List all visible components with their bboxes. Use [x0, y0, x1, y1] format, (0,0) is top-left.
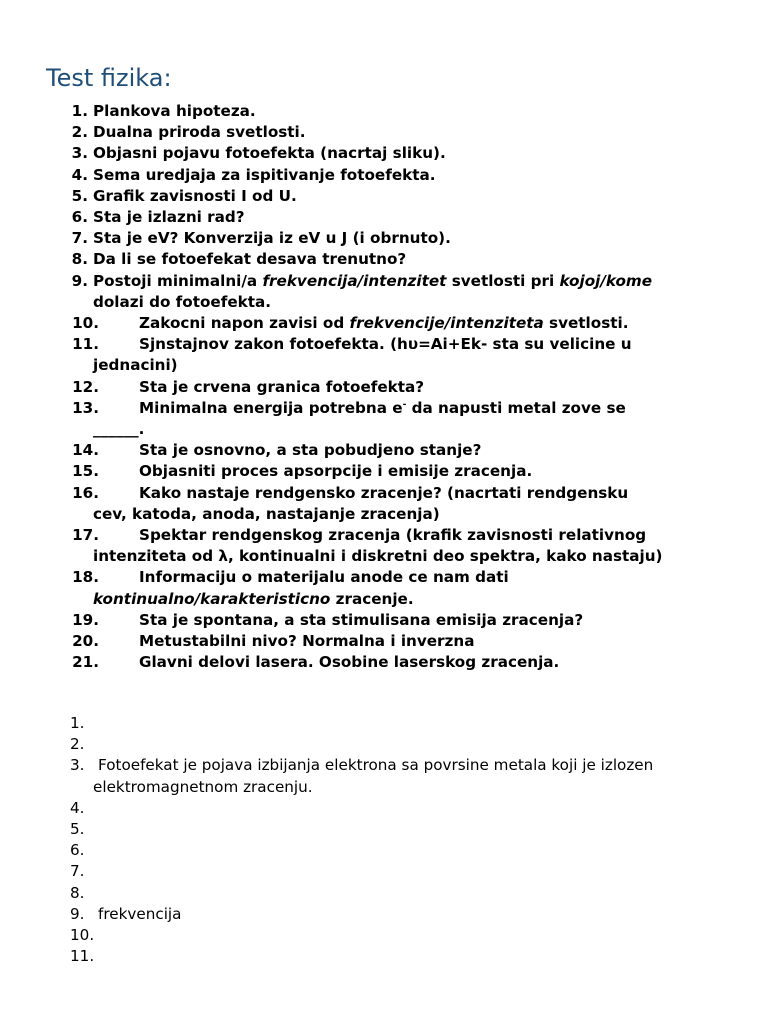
question-number: 10. [72, 314, 99, 333]
question-text: Objasni pojavu fotoefekta (nacrtaj sliku). [93, 144, 446, 163]
answer-item [0, 755, 768, 797]
question-text: Sta je spontana, a sta stimulisana emisija zracenja? [139, 610, 584, 629]
question-text: Grafik zavisnosti I od U. [93, 186, 297, 205]
answer-number: 7. [70, 862, 85, 881]
question-number: 20. [72, 632, 99, 651]
answer-number: 6. [70, 841, 85, 860]
answer-number: 4. [70, 798, 85, 817]
question-text: Postoji minimalni/a [93, 271, 263, 290]
question-text: Sema uredjaja za ispitivanje fotoefekta. [93, 165, 436, 184]
question-number: 12. [72, 377, 99, 396]
answer-item [0, 946, 768, 967]
question-italic-text: kontinualno/karakteristicno [93, 589, 331, 608]
question-italic-text: kojoj/kome [559, 271, 653, 290]
answer-item [0, 819, 768, 840]
question-text: Plankova hipoteza. [93, 102, 256, 120]
question-text: zracenje. [330, 589, 414, 608]
answer-number: 3. [70, 756, 85, 775]
question-item [0, 186, 768, 207]
answer-item [0, 861, 768, 882]
answer-item [0, 734, 768, 755]
question-number: 11. [72, 335, 99, 354]
question-item [0, 228, 768, 249]
question-italic-text: frekvencije/intenziteta [349, 314, 544, 333]
question-text: Sta je izlazni rad? [93, 208, 245, 227]
question-continuation [93, 589, 738, 610]
question-item [0, 122, 768, 143]
answer-number: 9. [70, 904, 85, 923]
answer-number: 10. [70, 926, 95, 945]
question-text: Objasniti proces apsorpcije i emisije zracenja. [139, 462, 533, 481]
question-item [0, 271, 768, 313]
answer-item [0, 798, 768, 819]
question-number: 17. [72, 526, 99, 545]
question-number: 15. [72, 462, 99, 481]
question-item [0, 143, 768, 164]
question-text: Glavni delovi lasera. Osobine laserskog zracenja. [139, 653, 560, 672]
question-number: 16. [72, 483, 99, 502]
question-text: Dualna priroda svetlosti. [93, 123, 306, 142]
question-item [0, 165, 768, 186]
question-number: 9. [71, 271, 88, 290]
document-title: Test fizika: [46, 64, 172, 92]
question-number: 8. [71, 250, 88, 269]
question-item [0, 249, 768, 270]
answer-item [0, 713, 768, 734]
question-item [0, 101, 768, 122]
answer-continuation: elektromagnetnom zracenju. [93, 777, 313, 796]
answer-number: 5. [70, 820, 85, 839]
question-number: 5. [71, 186, 88, 205]
answer-item [0, 883, 768, 904]
answer-number: 2. [70, 735, 85, 754]
question-text: svetlosti pri [446, 271, 560, 290]
question-continuation: jednacini) [93, 356, 178, 375]
question-item [0, 334, 768, 376]
question-continuation: intenziteta od λ, kontinualni i diskretni deo spektra, kako nastaju) [93, 547, 663, 566]
question-text: Informaciju o materijalu anode ce nam dati [139, 568, 509, 587]
question-number: 3. [71, 144, 88, 163]
question-item [0, 398, 768, 440]
question-text: da napusti metal zove se [406, 398, 626, 417]
answer-item [0, 840, 768, 861]
question-text: Sta je eV? Konverzija iz eV u J (i obrnuto). [93, 229, 451, 248]
question-number: 4. [71, 165, 88, 184]
question-number: 7. [71, 229, 88, 248]
question-text: Sta je crvena granica fotoefekta? [139, 377, 425, 396]
question-text: Da li se fotoefekat desava trenutno? [93, 250, 407, 269]
question-item [0, 483, 768, 525]
answer-text: Fotoefekat je pojava izbijanja elektrona sa povrsine metala koji je izlozen [98, 756, 654, 775]
question-continuation: ______. [93, 420, 145, 439]
answer-number: 1. [70, 714, 85, 732]
question-item [0, 652, 768, 673]
question-text: Sjnstajnov zakon fotoefekta. (hυ=Ai+Ek- sta su velicine u [139, 335, 632, 354]
question-text: Sta je osnovno, a sta pobudjeno stanje? [139, 441, 482, 460]
question-list [0, 101, 768, 673]
question-item [0, 610, 768, 631]
question-item [0, 377, 768, 398]
question-text: Metustabilni nivo? Normalna i inverzna [139, 632, 475, 651]
question-text: Minimalna energija potrebna e [139, 398, 403, 417]
question-text: Spektar rendgenskog zracenja (krafik zavisnosti relativnog [139, 526, 647, 545]
question-item [0, 440, 768, 461]
question-number: 1. [71, 102, 88, 120]
answer-item [0, 925, 768, 946]
question-number: 2. [71, 123, 88, 142]
answer-number: 11. [70, 947, 95, 966]
question-item [0, 207, 768, 228]
answer-number: 8. [70, 883, 85, 902]
question-number: 21. [72, 653, 99, 672]
question-item [0, 313, 768, 334]
question-number: 14. [72, 441, 99, 460]
question-text: Zakocni napon zavisi od [139, 314, 350, 333]
question-continuation: dolazi do fotoefekta. [93, 292, 272, 311]
question-text: Kako nastaje rendgensko zracenje? (nacrtati rendgensku [139, 483, 629, 502]
question-item [0, 461, 768, 482]
answer-item [0, 904, 768, 925]
question-number: 13. [72, 398, 99, 417]
question-number: 6. [71, 208, 88, 227]
question-item [0, 631, 768, 652]
answer-text: frekvencija [98, 904, 182, 923]
question-item [0, 525, 768, 567]
question-italic-text: frekvencija/intenzitet [262, 271, 447, 290]
question-continuation: cev, katoda, anoda, nastajanje zracenja) [93, 504, 440, 523]
question-text: svetlosti. [543, 314, 629, 333]
answer-list [0, 713, 768, 967]
question-number: 19. [72, 610, 99, 629]
question-item [0, 567, 768, 609]
superscript-minus: - [402, 399, 407, 410]
question-number: 18. [72, 568, 99, 587]
